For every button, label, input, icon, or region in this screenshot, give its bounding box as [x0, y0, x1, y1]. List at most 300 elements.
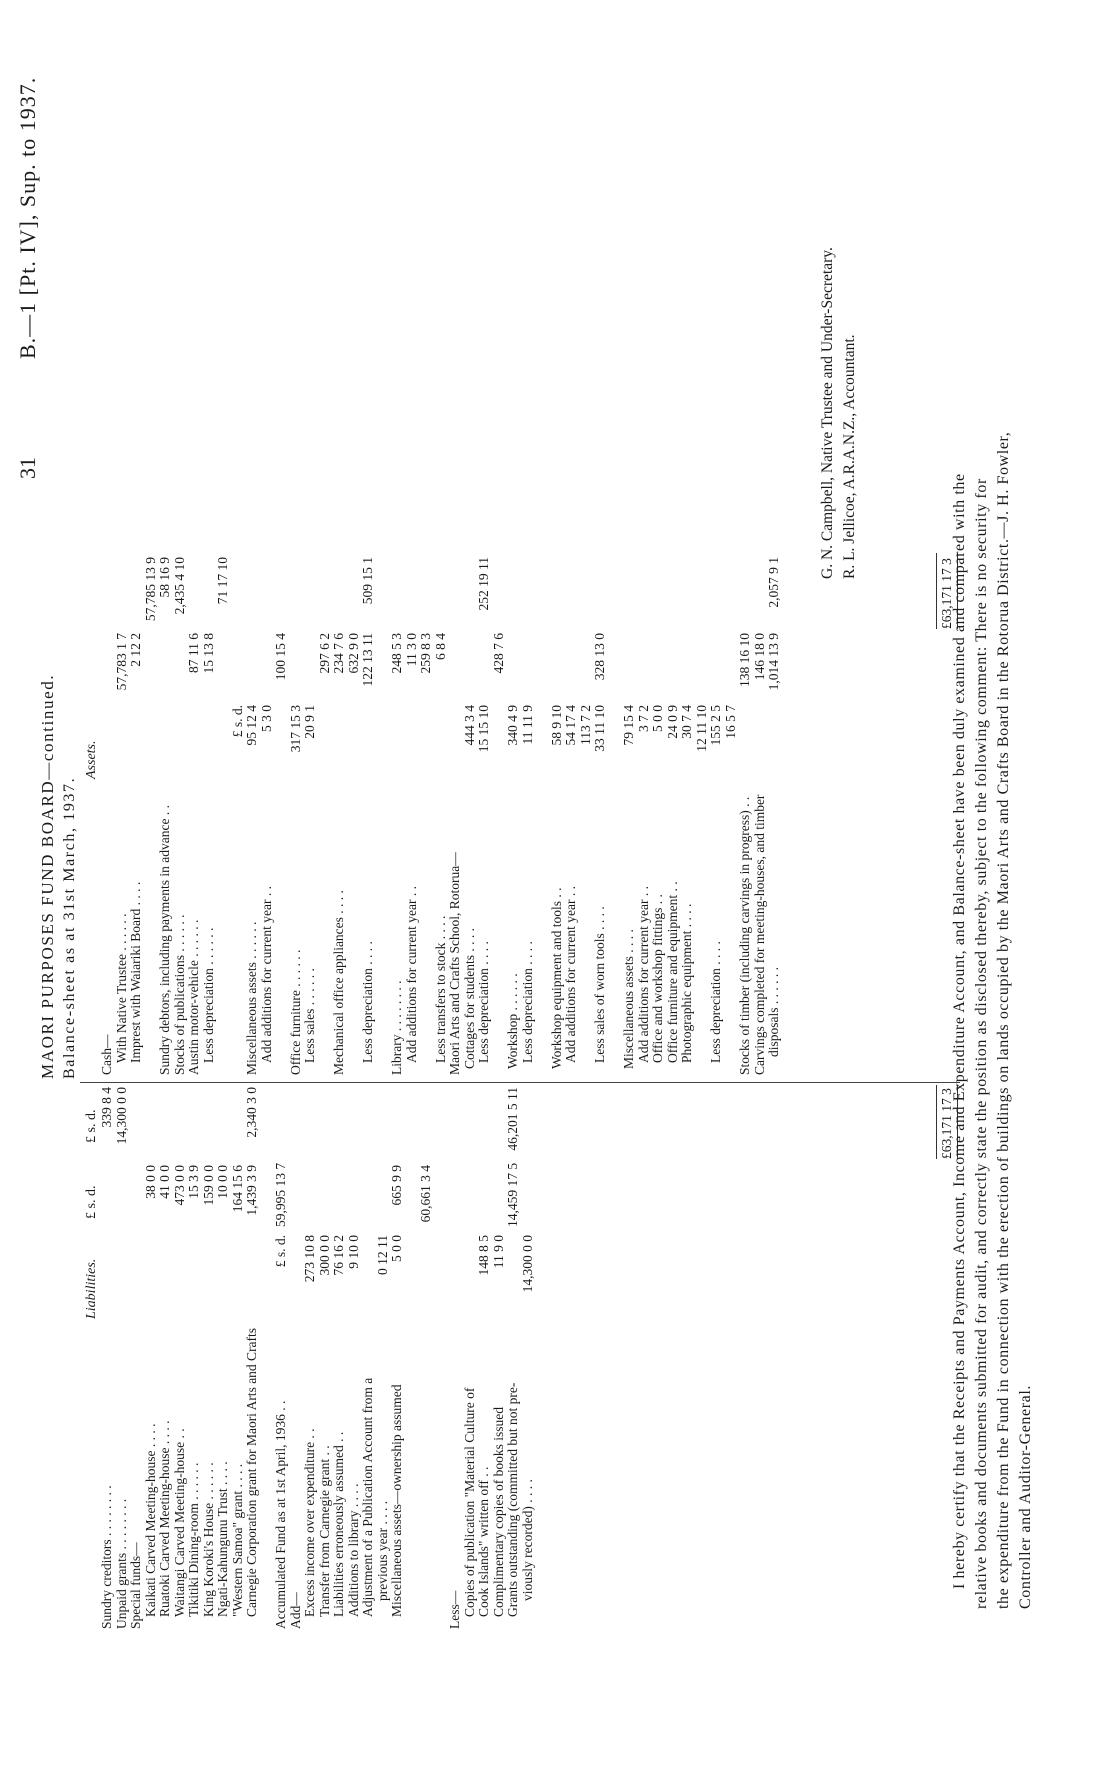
- liability-amount: [144, 1087, 159, 1155]
- asset-line: Library . . . . . . . .: [389, 980, 404, 1075]
- liability-amount: [405, 1235, 420, 1295]
- assets-inner-column: [100, 705, 782, 769]
- asset-amount: [245, 633, 260, 697]
- asset-line: [724, 775, 739, 1075]
- asset-amount: [506, 633, 521, 697]
- liabilities-descriptions: [100, 1299, 535, 1629]
- liability-amount: [318, 1165, 333, 1227]
- liability-amount: [115, 1235, 130, 1295]
- asset-amount: [332, 557, 347, 623]
- liabilities-unit-header: £ s. d.: [84, 1185, 99, 1219]
- liability-amount: [129, 1087, 144, 1155]
- liability-amount: 300 0 0: [316, 1235, 332, 1276]
- liability-amount: [289, 1235, 304, 1295]
- liability-line: Tikitiki Dining-room . . . . . .: [186, 1462, 201, 1617]
- asset-amount: 79 15 4: [621, 705, 636, 746]
- liability-amount: [492, 1165, 507, 1227]
- assets-middle-column: [100, 633, 782, 697]
- asset-amount: [579, 633, 594, 697]
- liability-amount: [303, 1165, 318, 1227]
- asset-amount: 30 7 4: [679, 705, 694, 739]
- asset-amount: [405, 557, 420, 623]
- liability-line: Cook Islands" written off . .: [476, 1466, 491, 1617]
- liability-amount: [100, 1165, 115, 1227]
- liability-amount: £ s. d.: [273, 1235, 288, 1268]
- liability-amount: [521, 1165, 536, 1227]
- asset-line: Cash—: [99, 1034, 114, 1075]
- liability-amount: [448, 1165, 463, 1227]
- asset-amount: [129, 705, 144, 769]
- asset-amount: [376, 705, 391, 769]
- asset-line: Miscellaneous assets . . . . . .: [244, 921, 259, 1075]
- asset-amount: [651, 557, 666, 623]
- asset-amount: [390, 557, 405, 623]
- column-divider: [80, 1082, 960, 1083]
- asset-amount: 11 11 9: [519, 705, 535, 745]
- asset-amount: [245, 557, 260, 623]
- liability-amount: [448, 1087, 463, 1155]
- asset-amount: 317 15 3: [287, 705, 303, 753]
- asset-amount: [376, 557, 391, 623]
- asset-amount: [724, 633, 739, 697]
- asset-amount: [448, 557, 463, 623]
- asset-amount: [332, 705, 347, 769]
- asset-amount: [738, 557, 753, 623]
- liability-amount: [332, 1087, 347, 1155]
- liabilities-middle-column: [100, 1162, 535, 1227]
- liability-line: viously recorded) . . . .: [519, 1479, 535, 1601]
- certificate-line-1: I hereby certify that the Receipts and Payments Account, Income and Expenditure Account, and Balance-sheet have been duly examined and compared with the: [951, 473, 968, 1589]
- asset-line: Less depreciation . . . . . .: [200, 927, 216, 1063]
- liability-line: Carnegie Corporation grant for Maori Arts and Crafts: [244, 1327, 259, 1617]
- liability-amount: [376, 1087, 391, 1155]
- asset-line: [535, 775, 550, 1075]
- asset-amount: 509 15 1: [360, 557, 375, 605]
- liability-amount: 5 0 0: [389, 1235, 404, 1262]
- liability-amount: [347, 1165, 362, 1227]
- asset-amount: 11 3 0: [403, 633, 419, 667]
- asset-amount: [477, 633, 492, 697]
- asset-amount: [550, 633, 565, 697]
- asset-amount: [318, 705, 333, 769]
- asset-amount: 33 11 10: [592, 705, 607, 752]
- liability-line: [419, 1299, 434, 1629]
- liability-amount: [434, 1165, 449, 1227]
- liability-amount: [260, 1235, 275, 1295]
- asset-amount: 113 7 2: [577, 705, 593, 745]
- asset-amount: [158, 633, 173, 697]
- liability-line: Excess income over expenditure . .: [302, 1428, 317, 1617]
- page-number: 31: [15, 457, 40, 479]
- asset-amount: 444 3 4: [461, 705, 477, 746]
- asset-amount: [564, 633, 579, 697]
- liability-amount: [115, 1165, 130, 1227]
- liability-amount: [231, 1087, 246, 1155]
- asset-line: Workshop . . . . . .: [505, 973, 520, 1069]
- liability-line: Kaikati Carved Meeting-house . . . .: [142, 1423, 158, 1617]
- liability-amount: [216, 1235, 231, 1295]
- asset-amount: [231, 633, 246, 697]
- asset-amount: [187, 705, 202, 769]
- liability-amount: 14,459 17 5: [505, 1162, 520, 1227]
- liability-amount: [361, 1235, 376, 1295]
- assets-outer-column: [100, 557, 782, 623]
- liability-line: previous year . . . .: [374, 1500, 390, 1601]
- asset-amount: [637, 557, 652, 623]
- liability-line: Less—: [447, 1590, 462, 1629]
- liability-line: [405, 1299, 420, 1629]
- liability-amount: 159 0 0: [200, 1165, 216, 1206]
- liability-amount: 148 8 5: [476, 1235, 491, 1276]
- asset-amount: 252 19 11: [476, 557, 491, 611]
- asset-line: Less transfers to stock . . . .: [432, 915, 448, 1063]
- liability-line: "Western Samoa" grant . . . .: [229, 1463, 245, 1617]
- asset-amount: 57,783 1 7: [113, 633, 129, 691]
- asset-line: [231, 775, 246, 1075]
- liability-amount: [289, 1087, 304, 1155]
- asset-amount: 122 13 11: [360, 633, 375, 687]
- asset-amount: [506, 557, 521, 623]
- asset-amount: 5 0 0: [650, 705, 665, 732]
- liability-amount: [434, 1235, 449, 1295]
- asset-amount: 248 5 3: [389, 633, 404, 674]
- asset-line: Add additions for current year . .: [635, 886, 651, 1063]
- liability-amount: 1,439 3 9: [244, 1165, 259, 1216]
- liability-amount: [332, 1165, 347, 1227]
- asset-line: Imprest with Waiariki Board . . . .: [128, 881, 143, 1063]
- liability-line: Waitangi Carved Meeting-house . .: [171, 1428, 187, 1617]
- liability-line: Sundry creditors . . . . . . . .: [99, 1485, 114, 1629]
- asset-amount: 71 17 10: [215, 557, 230, 605]
- asset-amount: [187, 557, 202, 623]
- asset-amount: 100 15 4: [273, 633, 288, 681]
- asset-amount: [608, 633, 623, 697]
- liability-line: King Koroki's House . . . . . .: [200, 1462, 216, 1617]
- liability-amount: 14,300 0 0: [519, 1235, 535, 1293]
- liabilities-total: £63,171 17 3: [939, 1088, 954, 1159]
- liability-amount: 665 9 9: [389, 1165, 404, 1206]
- liability-amount: [521, 1087, 536, 1155]
- liability-amount: [129, 1165, 144, 1227]
- asset-amount: [216, 705, 231, 769]
- asset-amount: [448, 705, 463, 769]
- asset-amount: [347, 705, 362, 769]
- asset-amount: [318, 557, 333, 623]
- asset-amount: 15 15 10: [476, 705, 491, 753]
- liability-amount: [419, 1087, 434, 1155]
- liability-amount: [434, 1087, 449, 1155]
- liability-amount: [187, 1087, 202, 1155]
- liability-amount: [477, 1087, 492, 1155]
- liabilities-inner-column: [100, 1235, 535, 1295]
- liability-line: Additions to library . . . .: [345, 1483, 361, 1617]
- liability-line: Miscellaneous assets—ownership assumed: [389, 1384, 404, 1617]
- asset-amount: 2,057 9 1: [766, 557, 781, 608]
- asset-amount: [593, 557, 608, 623]
- liability-amount: [390, 1087, 405, 1155]
- liability-amount: 41 0 0: [157, 1165, 172, 1199]
- liability-line: Complimentary copies of books issued: [490, 1407, 506, 1617]
- liability-amount: [260, 1087, 275, 1155]
- asset-amount: 58 9 10: [548, 705, 564, 746]
- liability-amount: 339 8 4: [99, 1087, 114, 1128]
- asset-amount: [419, 557, 434, 623]
- asset-amount: [724, 557, 739, 623]
- liability-amount: 0 12 11: [374, 1235, 390, 1275]
- asset-amount: 632 9 0: [345, 633, 361, 674]
- asset-amount: [608, 705, 623, 769]
- asset-amount: [202, 557, 217, 623]
- asset-amount: 234 7 6: [331, 633, 346, 674]
- asset-amount: 5 3 0: [258, 705, 274, 732]
- asset-line: [318, 775, 333, 1075]
- asset-amount: [419, 705, 434, 769]
- asset-amount: [492, 705, 507, 769]
- asset-amount: 58 16 9: [157, 557, 172, 598]
- liability-amount: [245, 1235, 260, 1295]
- total-rule: [936, 1085, 937, 1159]
- asset-amount: [115, 705, 130, 769]
- liability-amount: 38 0 0: [142, 1165, 158, 1199]
- asset-amount: [274, 557, 289, 623]
- asset-line: Workshop equipment and tools . .: [548, 887, 564, 1069]
- liability-amount: [202, 1087, 217, 1155]
- asset-amount: [753, 557, 768, 623]
- liability-amount: 14,300 0 0: [113, 1087, 129, 1145]
- asset-amount: [709, 633, 724, 697]
- liability-amount: [187, 1235, 202, 1295]
- liability-amount: [129, 1235, 144, 1295]
- liability-amount: 60,661 3 4: [418, 1165, 433, 1223]
- liability-amount: [260, 1165, 275, 1227]
- liability-amount: [303, 1087, 318, 1155]
- total-rule: [936, 553, 937, 629]
- liability-line: Liabilities erroneously assumed . .: [331, 1431, 346, 1617]
- asset-amount: [767, 705, 782, 769]
- liability-amount: [361, 1087, 376, 1155]
- asset-line: Less depreciation . . . .: [476, 941, 491, 1063]
- asset-line: Maori Arts and Crafts School, Rotorua—: [447, 852, 462, 1075]
- asset-amount: 15 13 8: [200, 633, 216, 674]
- liability-amount: [506, 1235, 521, 1295]
- asset-amount: 87 11 6: [186, 633, 201, 673]
- asset-line: Less depreciation . . . .: [519, 941, 535, 1063]
- asset-amount: 95 12 4: [244, 705, 259, 746]
- asset-line: Photographic equipment . . . .: [679, 903, 694, 1063]
- asset-amount: [463, 557, 478, 623]
- asset-amount: [564, 557, 579, 623]
- asset-amount: [100, 557, 115, 623]
- asset-line: Stocks of timber (including carvings in progress) . .: [737, 796, 752, 1075]
- liability-amount: [463, 1165, 478, 1227]
- asset-amount: 155 2 5: [708, 705, 723, 746]
- asset-amount: [405, 705, 420, 769]
- asset-amount: [535, 705, 550, 769]
- liability-amount: [173, 1087, 188, 1155]
- asset-amount: 259 8 3: [418, 633, 433, 674]
- liability-amount: [419, 1235, 434, 1295]
- asset-amount: [521, 633, 536, 697]
- liability-line: Special funds—: [128, 1542, 143, 1629]
- asset-amount: [361, 705, 376, 769]
- certificate-line-3: the expenditure from the Fund in connection with the erection of buildings on lands occupied by the Maori Arts and Crafts Board in the Rotorua District.—J. H. Fowler,: [995, 431, 1012, 1609]
- liability-amount: [231, 1235, 246, 1295]
- asset-amount: [680, 557, 695, 623]
- asset-amount: [100, 705, 115, 769]
- asset-line: Office and workshop fittings . .: [650, 894, 665, 1063]
- asset-amount: [303, 557, 318, 623]
- asset-line: Add additions for current year . .: [258, 886, 274, 1063]
- asset-amount: [608, 557, 623, 623]
- assets-descriptions: [100, 775, 782, 1075]
- liability-amount: [492, 1087, 507, 1155]
- liabilities-heading: Liabilities.: [84, 1258, 99, 1319]
- asset-line: [216, 775, 231, 1075]
- asset-amount: [216, 633, 231, 697]
- asset-amount: [753, 705, 768, 769]
- asset-line: [492, 775, 507, 1075]
- asset-amount: [289, 557, 304, 623]
- liability-amount: 9 10 0: [345, 1235, 361, 1269]
- asset-amount: [695, 557, 710, 623]
- liability-amount: [477, 1165, 492, 1227]
- asset-amount: [434, 705, 449, 769]
- page-title: MAORI PURPOSES FUND BOARD—continued.: [38, 673, 57, 1079]
- asset-amount: £ s. d.: [229, 705, 245, 738]
- asset-amount: 2 12 2: [128, 633, 143, 667]
- asset-amount: [390, 705, 405, 769]
- asset-amount: [289, 633, 304, 697]
- assets-total: £63,171 17 3: [939, 558, 954, 629]
- document-reference: B.—1 [Pt. IV], Sup. to 1937.: [15, 76, 40, 359]
- liability-amount: [448, 1235, 463, 1295]
- liability-line: [260, 1299, 275, 1629]
- liability-amount: [463, 1087, 478, 1155]
- asset-line: [274, 775, 289, 1075]
- liability-amount: 15 3 9: [186, 1165, 201, 1199]
- liability-amount: [463, 1235, 478, 1295]
- asset-amount: [144, 705, 159, 769]
- asset-line: Carvings completed for meeting-houses, and timber: [751, 794, 767, 1075]
- asset-amount: [535, 557, 550, 623]
- liability-amount: 164 15 6: [229, 1165, 245, 1213]
- liability-amount: 273 10 8: [302, 1235, 317, 1283]
- asset-amount: 2,435 4 10: [171, 557, 187, 615]
- liabilities-unit-header: £ s. d.: [84, 1109, 99, 1143]
- certificate-line-2: relative books and documents submitted for audit, and correctly state the position as disclosed thereby, subject to the following comment: There is no security for: [973, 478, 990, 1609]
- asset-amount: 57,785 13 9: [142, 557, 158, 622]
- asset-line: [695, 775, 710, 1075]
- asset-line: disposals . . . . . .: [766, 966, 781, 1057]
- asset-line: With Native Trustee . . . . . .: [113, 913, 129, 1063]
- asset-amount: 20 9 1: [302, 705, 317, 739]
- asset-line: [144, 775, 159, 1075]
- asset-line: Office furniture and equipment . .: [664, 881, 680, 1063]
- asset-line: Less sales of worn tools . . . .: [592, 906, 607, 1063]
- page-subtitle: Balance-sheet as at 31st March, 1937.: [61, 776, 78, 1079]
- asset-amount: [535, 633, 550, 697]
- liability-amount: [216, 1087, 231, 1155]
- asset-amount: [666, 633, 681, 697]
- asset-amount: [434, 557, 449, 623]
- asset-amount: 12 11 10: [693, 705, 709, 752]
- asset-line: [419, 775, 434, 1075]
- liability-amount: [361, 1165, 376, 1227]
- asset-amount: [738, 705, 753, 769]
- asset-amount: [695, 633, 710, 697]
- asset-line: Sundry debtors, including payments in advance . .: [157, 805, 172, 1075]
- asset-line: Stocks of publications . . . . . .: [171, 914, 187, 1075]
- asset-amount: 328 13 0: [592, 633, 607, 681]
- certificate-line-4: Controller and Auditor-General.: [1017, 1385, 1034, 1609]
- asset-line: Office furniture . . . . . .: [287, 949, 303, 1075]
- liability-line: Unpaid grants . . . . . . . .: [113, 1498, 129, 1629]
- asset-amount: [492, 557, 507, 623]
- asset-amount: [173, 705, 188, 769]
- asset-amount: 54 17 4: [563, 705, 578, 746]
- asset-line: Miscellaneous assets . . . .: [621, 929, 636, 1069]
- liability-amount: [100, 1235, 115, 1295]
- asset-line: Less depreciation . . . .: [360, 941, 375, 1063]
- asset-amount: 3 7 2: [635, 705, 651, 732]
- asset-amount: [303, 633, 318, 697]
- asset-amount: [231, 557, 246, 623]
- asset-amount: [637, 633, 652, 697]
- liability-amount: [173, 1235, 188, 1295]
- asset-amount: [448, 633, 463, 697]
- asset-amount: [115, 557, 130, 623]
- liability-amount: 76 16 2: [331, 1235, 346, 1276]
- liability-line: Transfer from Carnegie grant . .: [316, 1445, 332, 1617]
- liability-amount: [376, 1165, 391, 1227]
- asset-amount: [376, 633, 391, 697]
- liability-amount: [318, 1087, 333, 1155]
- asset-amount: [274, 705, 289, 769]
- liability-line: Copies of publication "Material Culture of: [461, 1387, 477, 1617]
- asset-line: [608, 775, 623, 1075]
- liability-amount: [202, 1235, 217, 1295]
- liability-amount: [347, 1087, 362, 1155]
- liability-amount: [405, 1165, 420, 1227]
- asset-amount: [100, 633, 115, 697]
- asset-line: Add additions for current year . .: [563, 886, 578, 1063]
- asset-amount: 138 16 10: [737, 633, 752, 687]
- asset-line: Mechanical office appliances . . . .: [331, 890, 346, 1075]
- asset-amount: [158, 705, 173, 769]
- asset-amount: 340 4 9: [505, 705, 520, 746]
- asset-amount: 297 6 2: [316, 633, 332, 674]
- asset-amount: 16 5 7: [722, 705, 738, 739]
- asset-amount: [651, 633, 666, 697]
- liability-amount: 59,995 13 7: [273, 1162, 288, 1227]
- asset-amount: [202, 705, 217, 769]
- asset-amount: [463, 633, 478, 697]
- liability-amount: [274, 1087, 289, 1155]
- asset-amount: [347, 557, 362, 623]
- liability-amount: 10 0 0: [215, 1165, 230, 1199]
- liability-line: Accumulated Fund as at 1st April, 1936 . .: [273, 1400, 288, 1629]
- asset-line: [579, 775, 594, 1075]
- asset-amount: 24 0 9: [664, 705, 680, 739]
- asset-amount: [666, 557, 681, 623]
- liability-line: Ngati-Kahungunu Trust . . . .: [215, 1461, 230, 1617]
- asset-amount: [521, 557, 536, 623]
- asset-amount: [129, 557, 144, 623]
- signature-campbell: G. N. Campbell, Native Trustee and Under-Secretary.: [819, 247, 836, 579]
- asset-line: Less depreciation . . . .: [708, 941, 723, 1063]
- asset-amount: [680, 633, 695, 697]
- asset-amount: [173, 633, 188, 697]
